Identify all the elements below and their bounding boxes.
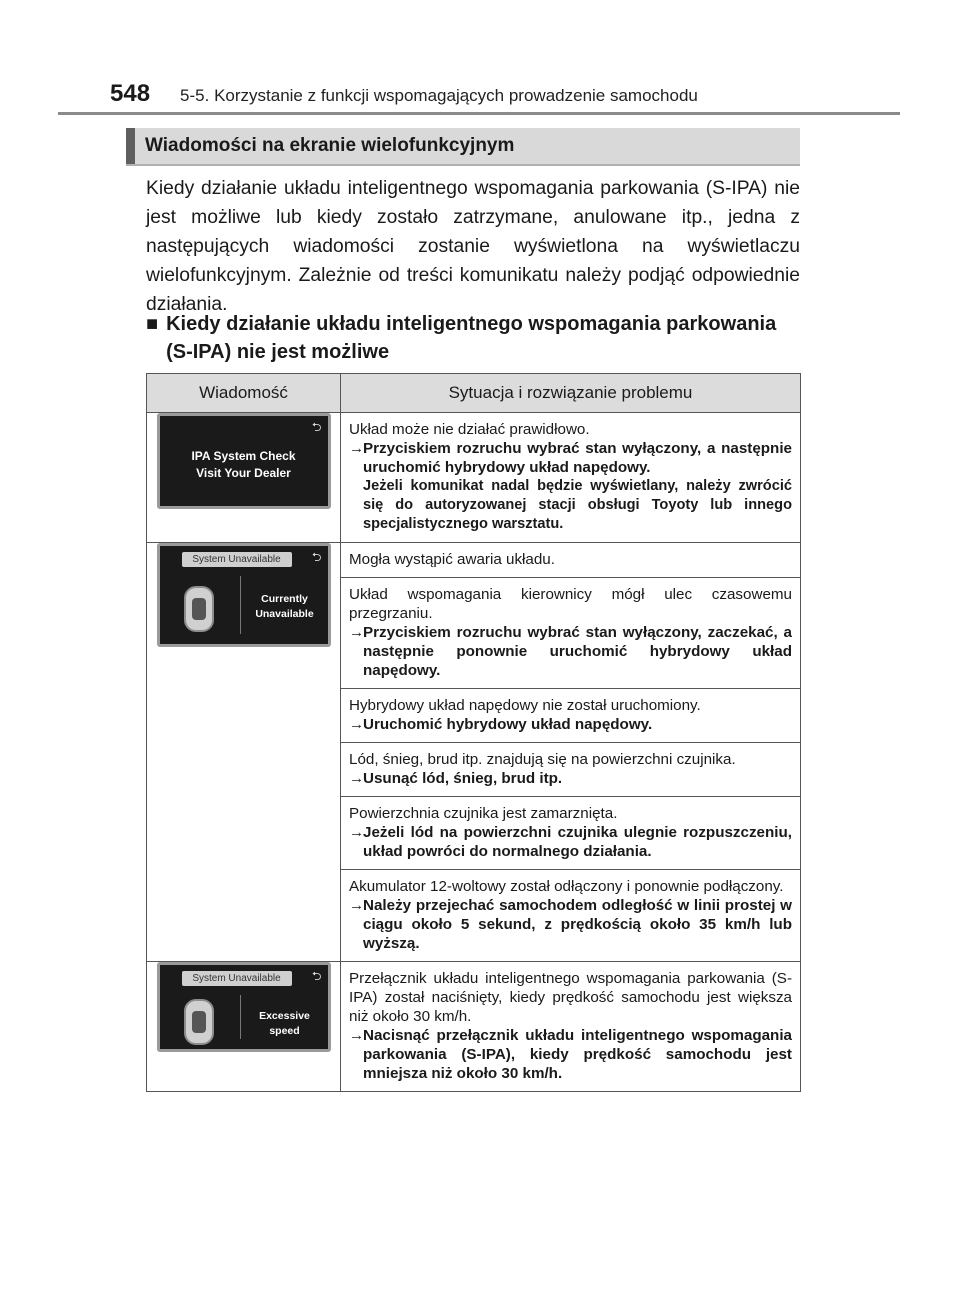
screen-divider (240, 995, 241, 1039)
condition-text: Mogła wystąpić awaria układu. (349, 551, 555, 568)
screen-text: Unavailable (255, 608, 314, 620)
action (349, 1026, 792, 1083)
action-text: Przyciskiem rozruchu wybrać stan wyłączony, a następnie uruchomić hybrydowy układ napędowy. (363, 440, 792, 476)
action-text: Należy przejechać samochodem odległość w linii prostej w ciągu około 5 sekund, z prędkością około 35 km/h lub wyższą. (363, 897, 792, 952)
messages-table (146, 373, 801, 1092)
arrow-right-icon: → (349, 716, 365, 733)
square-bullet-icon: ■ (146, 313, 159, 335)
screen-divider (240, 576, 241, 634)
message-image-cell (147, 962, 341, 1092)
action-note: Jeżeli komunikat nadal będzie wyświetlany, należy zwrócić się do autoryzowanej stacji obsługi Toyoty lub innego specjalistycznego warsztatu. (363, 478, 792, 532)
situation-cell (341, 962, 801, 1092)
message-image-cell (147, 413, 341, 543)
action-text: Nacisnąć przełącznik układu inteligentnego wspomagania parkowania (S-IPA), kiedy prędkość samochodu jest mniejsza niż około 30 km/h. (363, 1027, 792, 1082)
action (349, 896, 792, 953)
arrow-right-icon: → (349, 770, 365, 787)
section-accent (126, 128, 135, 164)
situation-cell (341, 578, 801, 689)
action (349, 623, 792, 680)
intro-paragraph: Kiedy działanie układu inteligentnego wspomagania parkowania (S-IPA) nie jest możliwe lub kiedy zostało zatrzymane, anulowane itp., jedna z następujących wiadomości zostanie wyświetlona na wyświetlaczu wielofunkcyjnym. Zależnie od treści komunikatu należy podjąć odpowiednie działania. (146, 178, 800, 315)
status-pill: System Unavailable (182, 971, 292, 986)
screen-text: Excessive speed (259, 1010, 310, 1037)
condition-text: Układ może nie działać prawidłowo. (349, 421, 590, 438)
condition-text: Lód, śnieg, brud itp. znajdują się na powierzchni czujnika. (349, 751, 736, 768)
condition-text: Przełącznik układu inteligentnego wspomagania parkowania (S-IPA) został naciśnięty, kiedy prędkość samochodu jest większa niż około 30 km/h. (349, 970, 792, 1025)
display-screen-excessive-speed (157, 962, 331, 1052)
arrow-right-icon: → (349, 824, 365, 841)
screen-text: Visit Your Dealer (196, 466, 291, 480)
action-text: Jeżeli lód na powierzchni czujnika ulegnie rozpuszczeniu, układ powróci do normalnego działania. (363, 824, 792, 860)
arrow-right-icon: → (349, 1027, 365, 1044)
subheading (146, 310, 800, 366)
table-row (147, 962, 801, 1092)
action (349, 715, 792, 734)
table-row (147, 413, 801, 543)
table-row (147, 543, 801, 578)
column-header-message: Wiadomość (147, 374, 341, 413)
header-divider (58, 112, 900, 115)
section-heading-bar (126, 128, 800, 166)
condition-text: Hybrydowy układ napędowy nie został uruchomiony. (349, 697, 701, 714)
chapter-title: 5-5. Korzystanie z funkcji wspomagających prowadzenie samochodu (180, 86, 698, 105)
column-header-situation: Sytuacja i rozwiązanie problemu (341, 374, 801, 413)
car-icon (184, 999, 214, 1045)
situation-cell (341, 543, 801, 578)
action (349, 439, 792, 534)
screen-text: IPA System Check (191, 449, 296, 463)
condition-text: Układ wspomagania kierownicy mógł ulec czasowemu przegrzaniu. (349, 586, 792, 622)
action-text: Usunąć lód, śnieg, brud itp. (363, 770, 563, 787)
message-image-cell (147, 543, 341, 962)
situation-cell (341, 797, 801, 870)
situation-cell (341, 743, 801, 797)
situation-cell (341, 413, 801, 543)
condition-text: Powierzchnia czujnika jest zamarznięta. (349, 805, 618, 822)
status-pill: System Unavailable (182, 552, 292, 567)
return-icon: ⮌ (311, 420, 322, 434)
section-title: Wiadomości na ekranie wielofunkcyjnym (145, 135, 515, 156)
display-screen-system-check (157, 413, 331, 509)
display-screen-currently-unavailable (157, 543, 331, 647)
arrow-right-icon: → (349, 897, 365, 914)
condition-text: Akumulator 12-woltowy został odłączony i ponownie podłączony. (349, 878, 784, 895)
page-header (110, 80, 698, 108)
return-icon: ⮌ (311, 550, 322, 564)
page-number: 548 (110, 80, 151, 107)
action-text: Przyciskiem rozruchu wybrać stan wyłączony, zaczekać, a następnie ponownie uruchomić hybrydowy układ napędowy. (363, 624, 792, 679)
action-text: Uruchomić hybrydowy układ napędowy. (363, 716, 653, 733)
car-icon (184, 586, 214, 632)
arrow-right-icon: → (349, 440, 365, 457)
action (349, 823, 792, 861)
screen-text: Currently (261, 593, 308, 605)
situation-cell (341, 870, 801, 962)
subheading-text: Kiedy działanie układu inteligentnego wspomagania parkowania (S-IPA) nie jest możliwe (166, 313, 777, 363)
table-header-row (147, 374, 801, 413)
arrow-right-icon: → (349, 624, 365, 641)
situation-cell (341, 689, 801, 743)
action (349, 769, 792, 788)
return-icon: ⮌ (311, 969, 322, 983)
